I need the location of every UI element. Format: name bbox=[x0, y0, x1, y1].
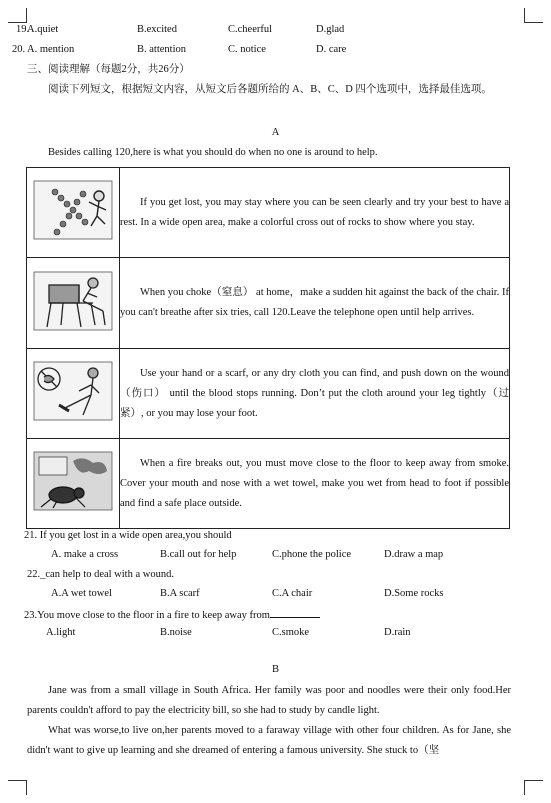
table-row bbox=[27, 258, 510, 349]
q20-option-c: C. notice bbox=[228, 44, 266, 55]
table-picture-cell bbox=[27, 258, 120, 349]
crop-mark-bottom-left bbox=[8, 780, 27, 795]
row-2-text: When you choke（窒息） at home，make a sudden hit against the back of the chair. If you can't breathe after six tries, call 120.Leave the telephone open until help arrives. bbox=[120, 287, 509, 318]
q21-stem: 21. If you get lost in a wide open area,you should bbox=[24, 530, 232, 541]
q20-option-d: D. care bbox=[316, 44, 347, 55]
q19-number: 19. bbox=[16, 24, 30, 35]
q20-number: 20. bbox=[12, 44, 26, 55]
table-text-cell bbox=[120, 349, 510, 439]
row-4-text: When a fire breaks out, you must move close to the floor to keep away from smoke. Cover your mouth and nose with a wet towel, make you wet from head to foot if possible and find a safe place outside. bbox=[120, 457, 509, 509]
section-instruction bbox=[27, 80, 511, 100]
q20-option-b: B. attention bbox=[137, 44, 186, 55]
q22-option-a: A.A wet towel bbox=[51, 588, 112, 599]
wound-scarf-picture-icon bbox=[33, 361, 113, 421]
passage-a-intro-text: Besides calling 120,here is what you should do when no one is around to help. bbox=[48, 147, 378, 158]
passage-b-p1-text: Jane was from a small village in South Africa. Her family was poor and noodles were their only food.Her parents couldn't afford to pay the electricity bill, so she had to study by candle light. bbox=[27, 685, 511, 716]
row-3-text: Use your hand or a scarf, or any dry cloth you can find, and push down on the wound（伤口） until the blood stops running. Don’t put the cloth around your leg tightly（过紧）, or you may lose your foot. bbox=[120, 367, 509, 419]
choking-chair-picture-icon bbox=[33, 271, 113, 331]
crop-mark-bottom-right bbox=[524, 780, 543, 795]
q21-option-c: C.phone the police bbox=[272, 549, 352, 560]
section-heading: 三、阅读理解（每题2分，共26分） bbox=[27, 64, 190, 75]
q23-option-a: A.light bbox=[46, 627, 76, 638]
table-row bbox=[27, 439, 510, 529]
passage-b-title: B bbox=[271, 664, 279, 675]
q21-option-b: B.call out for help bbox=[160, 549, 237, 560]
q19-option-b: B.excited bbox=[137, 24, 177, 35]
passage-b-paragraph-2 bbox=[27, 721, 511, 761]
crop-mark-top-right bbox=[524, 8, 543, 23]
section-instruction-text: 阅读下列短文，根据短文内容，从短文后各题所给的 A、B、C、D 四个选项中，选择最佳选项。 bbox=[48, 84, 492, 95]
fire-smoke-picture-icon bbox=[33, 451, 113, 511]
q19-option-a: A.quiet bbox=[27, 24, 59, 35]
first-aid-table bbox=[26, 167, 510, 529]
q21-option-a: A. make a cross bbox=[51, 549, 119, 560]
passage-a-title: A bbox=[271, 127, 280, 138]
q22-option-b: B.A scarf bbox=[160, 588, 200, 599]
q22-stem: 22._can help to deal with a wound. bbox=[27, 569, 174, 580]
row-1-text: If you get lost, you may stay where you can be seen clearly and try your best to have a rest. In a wide open area, make a colorful cross out of rocks to show where you stay. bbox=[120, 196, 509, 228]
q22-option-c: C.A chair bbox=[272, 588, 313, 599]
passage-b-p2-text: What was worse,to live on,her parents moved to a faraway village with other four children. As for Jane, she didn't want to give up learning and she dreamed of entering a famous university. She stuck to（坚 bbox=[27, 725, 511, 756]
passage-a-intro bbox=[27, 143, 511, 163]
passage-b-paragraph-1 bbox=[27, 681, 511, 721]
q19-option-c: C.cheerful bbox=[228, 24, 273, 35]
q19-option-d: D.glad bbox=[316, 24, 345, 35]
q23-answer-blank bbox=[270, 608, 320, 618]
table-picture-cell bbox=[27, 168, 120, 258]
q21-option-d: D.draw a map bbox=[384, 549, 444, 560]
q22-option-d: D.Some rocks bbox=[384, 588, 444, 599]
table-text-cell bbox=[120, 258, 510, 349]
table-text-cell bbox=[120, 168, 510, 258]
crop-mark-top-left bbox=[8, 8, 27, 23]
lost-cross-picture-icon bbox=[33, 180, 113, 240]
table-picture-cell bbox=[27, 349, 120, 439]
table-text-cell bbox=[120, 439, 510, 529]
q23-stem-text: 23.You move close to the floor in a fire to keep away from bbox=[24, 610, 270, 621]
table-picture-cell bbox=[27, 439, 120, 529]
table-row bbox=[27, 168, 510, 258]
q23-stem bbox=[24, 608, 320, 623]
q23-option-c: C.smoke bbox=[272, 627, 310, 638]
q23-option-d: D.rain bbox=[384, 627, 411, 638]
q23-option-b: B.noise bbox=[160, 627, 192, 638]
q20-option-a: A. mention bbox=[27, 44, 75, 55]
table-row bbox=[27, 349, 510, 439]
